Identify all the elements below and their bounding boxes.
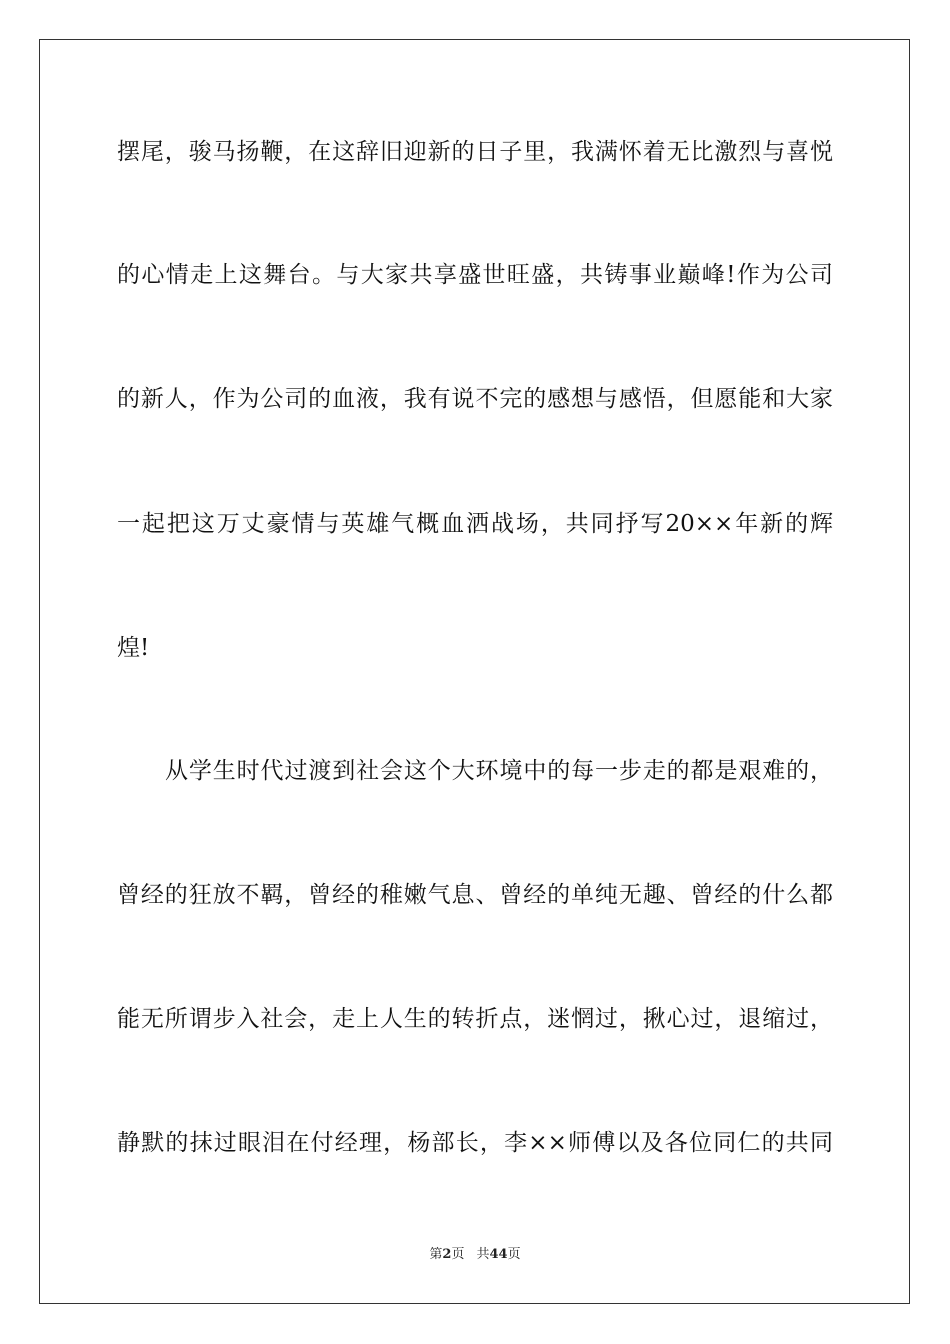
page-suffix: 页	[451, 1247, 465, 1262]
total-prefix: 共	[476, 1247, 490, 1262]
paragraph-line: 能无所谓步入社会，走上人生的转折点，迷惘过，揪心过，退缩过，	[117, 1006, 833, 1032]
paragraph-line: 摆尾，骏马扬鞭，在这辞旧迎新的日子里，我满怀着无比激烈与喜悦	[117, 139, 833, 165]
total-suffix: 页	[507, 1247, 521, 1262]
paragraph-line: 从学生时代过渡到社会这个大环境中的每一步走的都是艰难的，	[165, 758, 833, 784]
paragraph-line: 曾经的狂放不羁，曾经的稚嫩气息、曾经的单纯无趣、曾经的什么都	[117, 882, 833, 908]
page-number: 2	[442, 1247, 452, 1262]
paragraph-line: 静默的抹过眼泪在付经理，杨部长，李××师傅以及各位同仁的共同	[117, 1130, 833, 1156]
page-border	[39, 39, 910, 1304]
paragraph-line: 一起把这万丈豪情与英雄气概血洒战场，共同抒写20××年新的辉	[117, 511, 833, 537]
page-footer	[0, 1245, 950, 1265]
page-prefix: 第	[429, 1247, 443, 1262]
paragraph-line: 煌!	[117, 635, 150, 661]
paragraph-line: 的心情走上这舞台。与大家共享盛世旺盛，共铸事业巅峰!作为公司	[117, 262, 833, 288]
paragraph-line: 的新人，作为公司的血液，我有说不完的感想与感悟，但愿能和大家	[117, 386, 833, 412]
total-pages: 44	[489, 1247, 508, 1262]
